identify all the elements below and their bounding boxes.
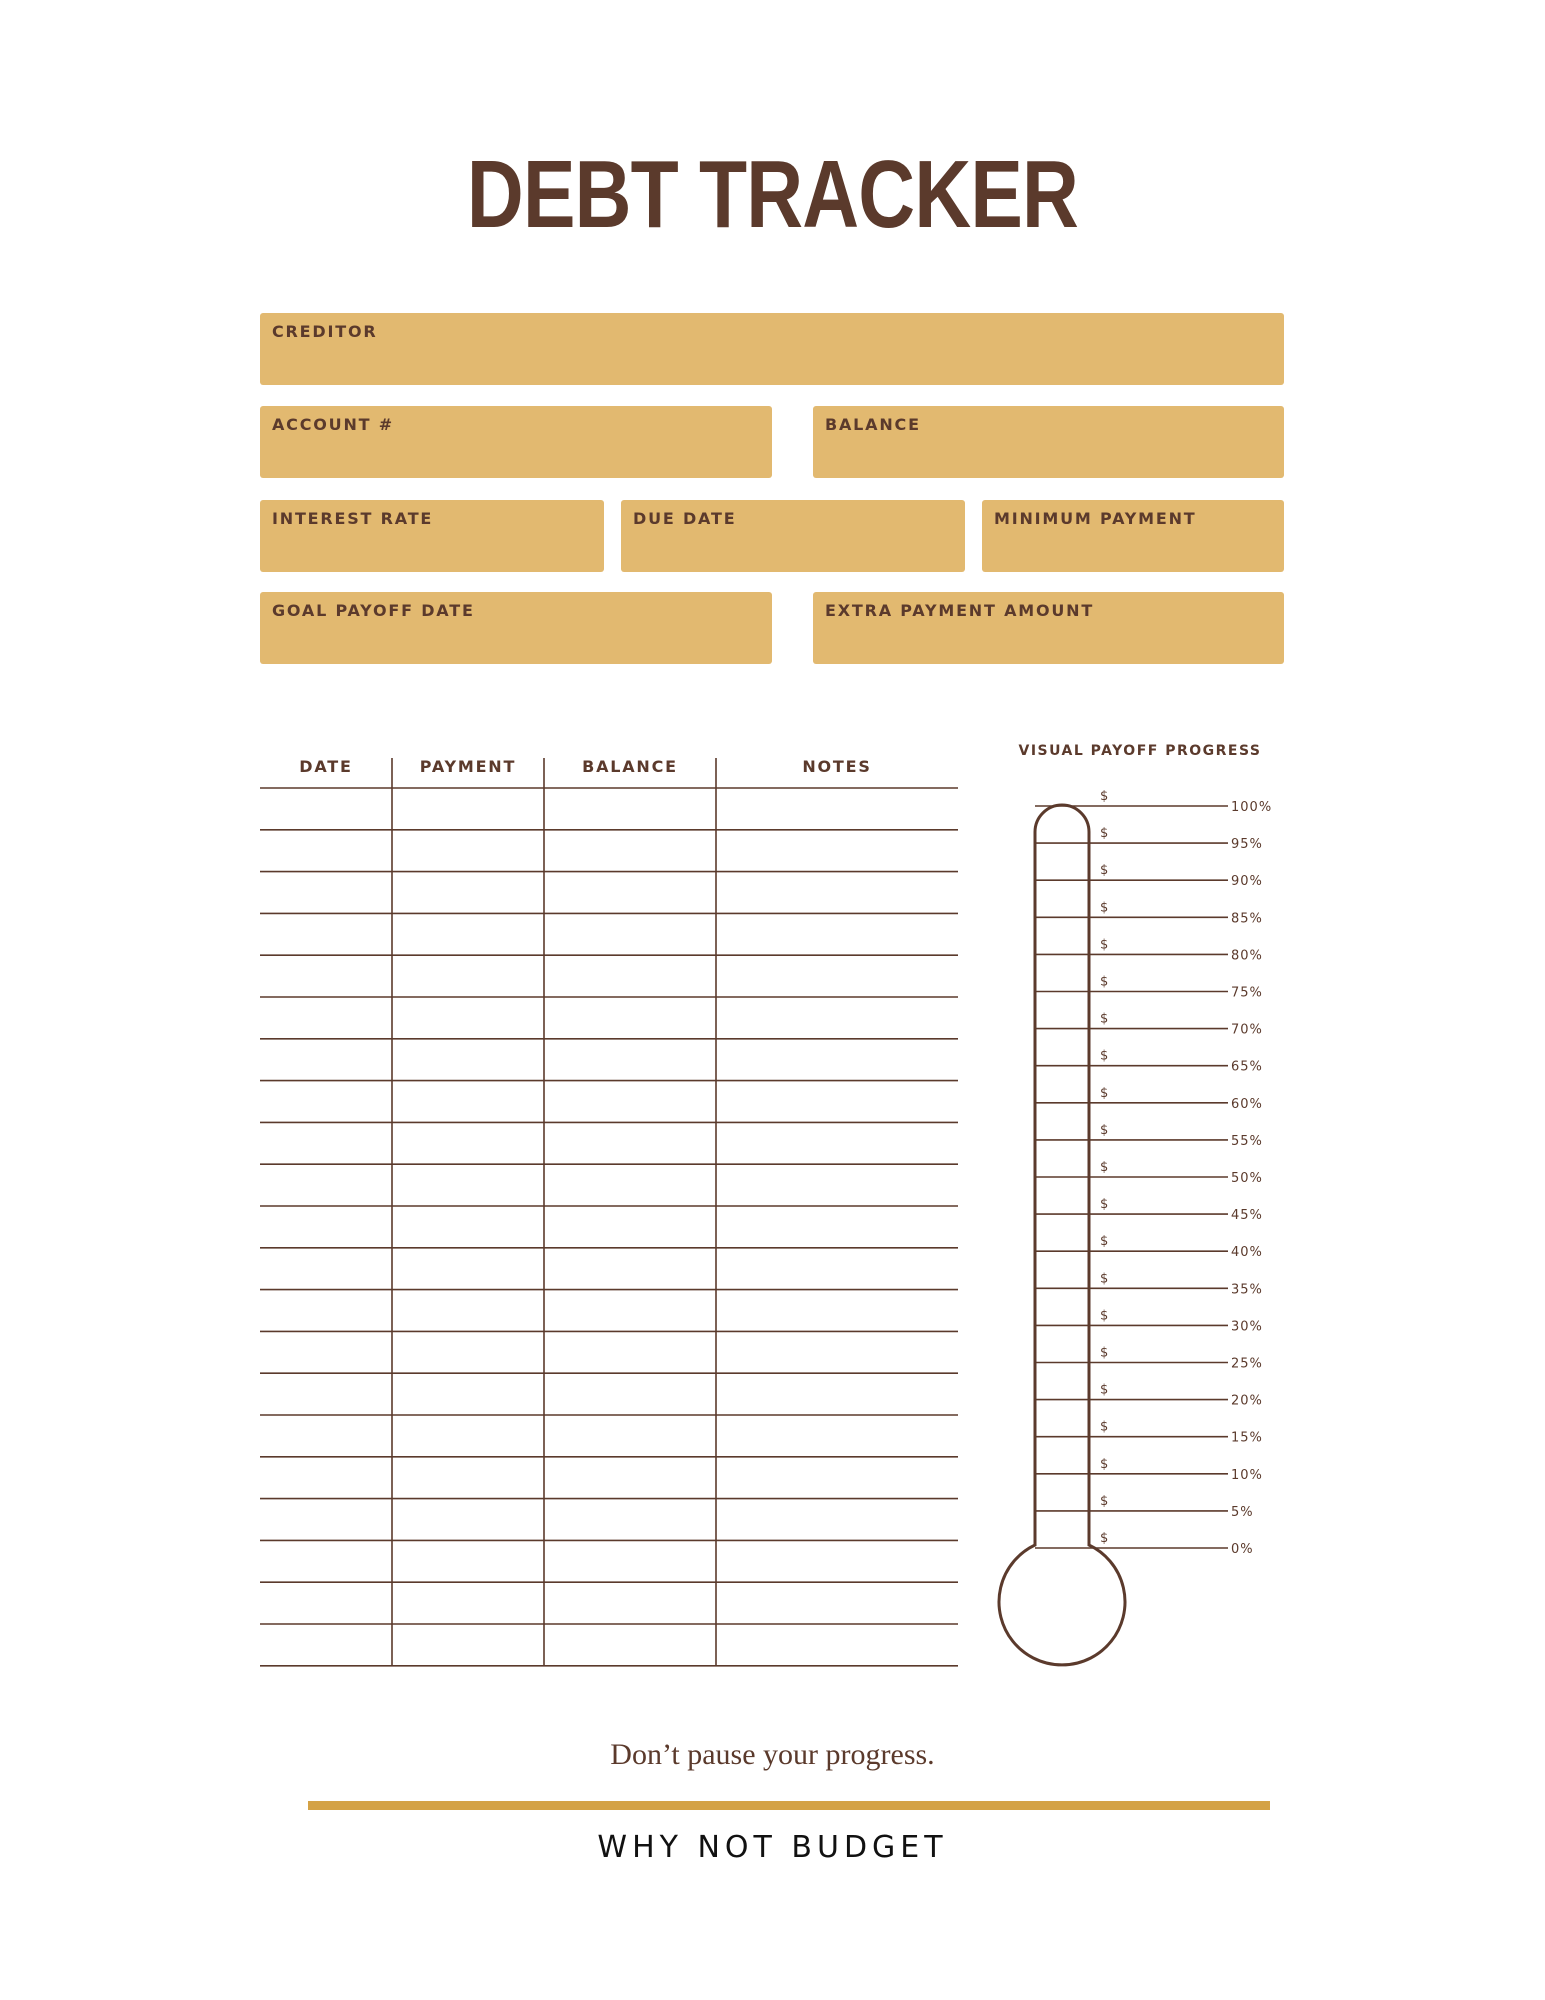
progress-percent-label: 10% <box>1231 1467 1263 1483</box>
progress-amount-marker[interactable]: $ <box>1100 1531 1109 1546</box>
progress-percent-label: 95% <box>1231 837 1263 853</box>
progress-amount-marker[interactable]: $ <box>1100 1271 1109 1287</box>
progress-percent-label: 55% <box>1231 1133 1263 1149</box>
extra-payment-amount-label: EXTRA PAYMENT AMOUNT <box>825 601 1095 620</box>
column-header-balance: BALANCE <box>582 757 678 776</box>
progress-percent-label: 5% <box>1231 1504 1254 1520</box>
progress-percent-label: 30% <box>1231 1319 1263 1335</box>
progress-percent-label: 25% <box>1231 1356 1263 1372</box>
account-number-label: ACCOUNT # <box>272 415 394 434</box>
progress-amount-marker[interactable]: $ <box>1100 789 1109 804</box>
progress-percent-label: 20% <box>1231 1393 1263 1409</box>
progress-amount-marker[interactable]: $ <box>1100 974 1109 990</box>
progress-amount-marker[interactable]: $ <box>1100 863 1109 879</box>
brand-name: WHY NOT BUDGET <box>597 1830 948 1865</box>
progress-amount-marker[interactable]: $ <box>1100 1456 1109 1472</box>
progress-percent-label: 50% <box>1231 1171 1263 1186</box>
tagline: Don’t pause your progress. <box>610 1738 935 1771</box>
progress-amount-marker[interactable]: $ <box>1100 1382 1109 1398</box>
minimum-payment-label: MINIMUM PAYMENT <box>994 509 1197 528</box>
creditor-label: CREDITOR <box>272 322 378 341</box>
progress-percent-label: 0% <box>1231 1542 1254 1557</box>
progress-percent-label: 60% <box>1231 1096 1263 1112</box>
progress-percent-label: 35% <box>1231 1282 1263 1298</box>
progress-percent-label: 80% <box>1231 948 1263 964</box>
progress-amount-marker[interactable]: $ <box>1100 1160 1109 1175</box>
progress-amount-marker[interactable]: $ <box>1100 1122 1109 1138</box>
payoff-progress-title: VISUAL PAYOFF PROGRESS <box>1018 743 1262 759</box>
progress-amount-marker[interactable]: $ <box>1100 1308 1109 1324</box>
progress-amount-marker[interactable]: $ <box>1100 1493 1109 1509</box>
progress-percent-label: 45% <box>1231 1208 1263 1224</box>
progress-amount-marker[interactable]: $ <box>1100 1197 1109 1213</box>
goal-payoff-date-label: GOAL PAYOFF DATE <box>272 601 475 620</box>
progress-amount-marker[interactable]: $ <box>1100 826 1109 842</box>
progress-percent-label: 15% <box>1231 1430 1263 1446</box>
progress-amount-marker[interactable]: $ <box>1100 1085 1109 1101</box>
page-title: DEBT TRACKER <box>466 141 1079 248</box>
column-header-payment: PAYMENT <box>419 757 517 776</box>
progress-amount-marker[interactable]: $ <box>1100 1419 1109 1435</box>
balance-label: BALANCE <box>825 415 921 434</box>
due-date-label: DUE DATE <box>633 509 737 528</box>
progress-percent-label: 70% <box>1231 1022 1263 1038</box>
progress-amount-marker[interactable]: $ <box>1100 1048 1109 1064</box>
column-header-notes: NOTES <box>802 757 872 776</box>
column-header-date: DATE <box>299 757 353 776</box>
progress-percent-label: 75% <box>1231 985 1263 1001</box>
interest-rate-label: INTEREST RATE <box>272 509 434 528</box>
progress-amount-marker[interactable]: $ <box>1100 900 1109 916</box>
progress-percent-label: 65% <box>1231 1059 1263 1075</box>
progress-percent-label: 90% <box>1231 874 1263 890</box>
progress-amount-marker[interactable]: $ <box>1100 1234 1109 1250</box>
progress-percent-label: 100% <box>1231 800 1273 815</box>
progress-percent-label: 85% <box>1231 911 1263 927</box>
progress-percent-label: 40% <box>1231 1245 1263 1261</box>
progress-amount-marker[interactable]: $ <box>1100 1011 1109 1027</box>
progress-amount-marker[interactable]: $ <box>1100 1345 1109 1361</box>
progress-amount-marker[interactable]: $ <box>1100 937 1109 953</box>
footer-divider <box>308 1801 1270 1810</box>
